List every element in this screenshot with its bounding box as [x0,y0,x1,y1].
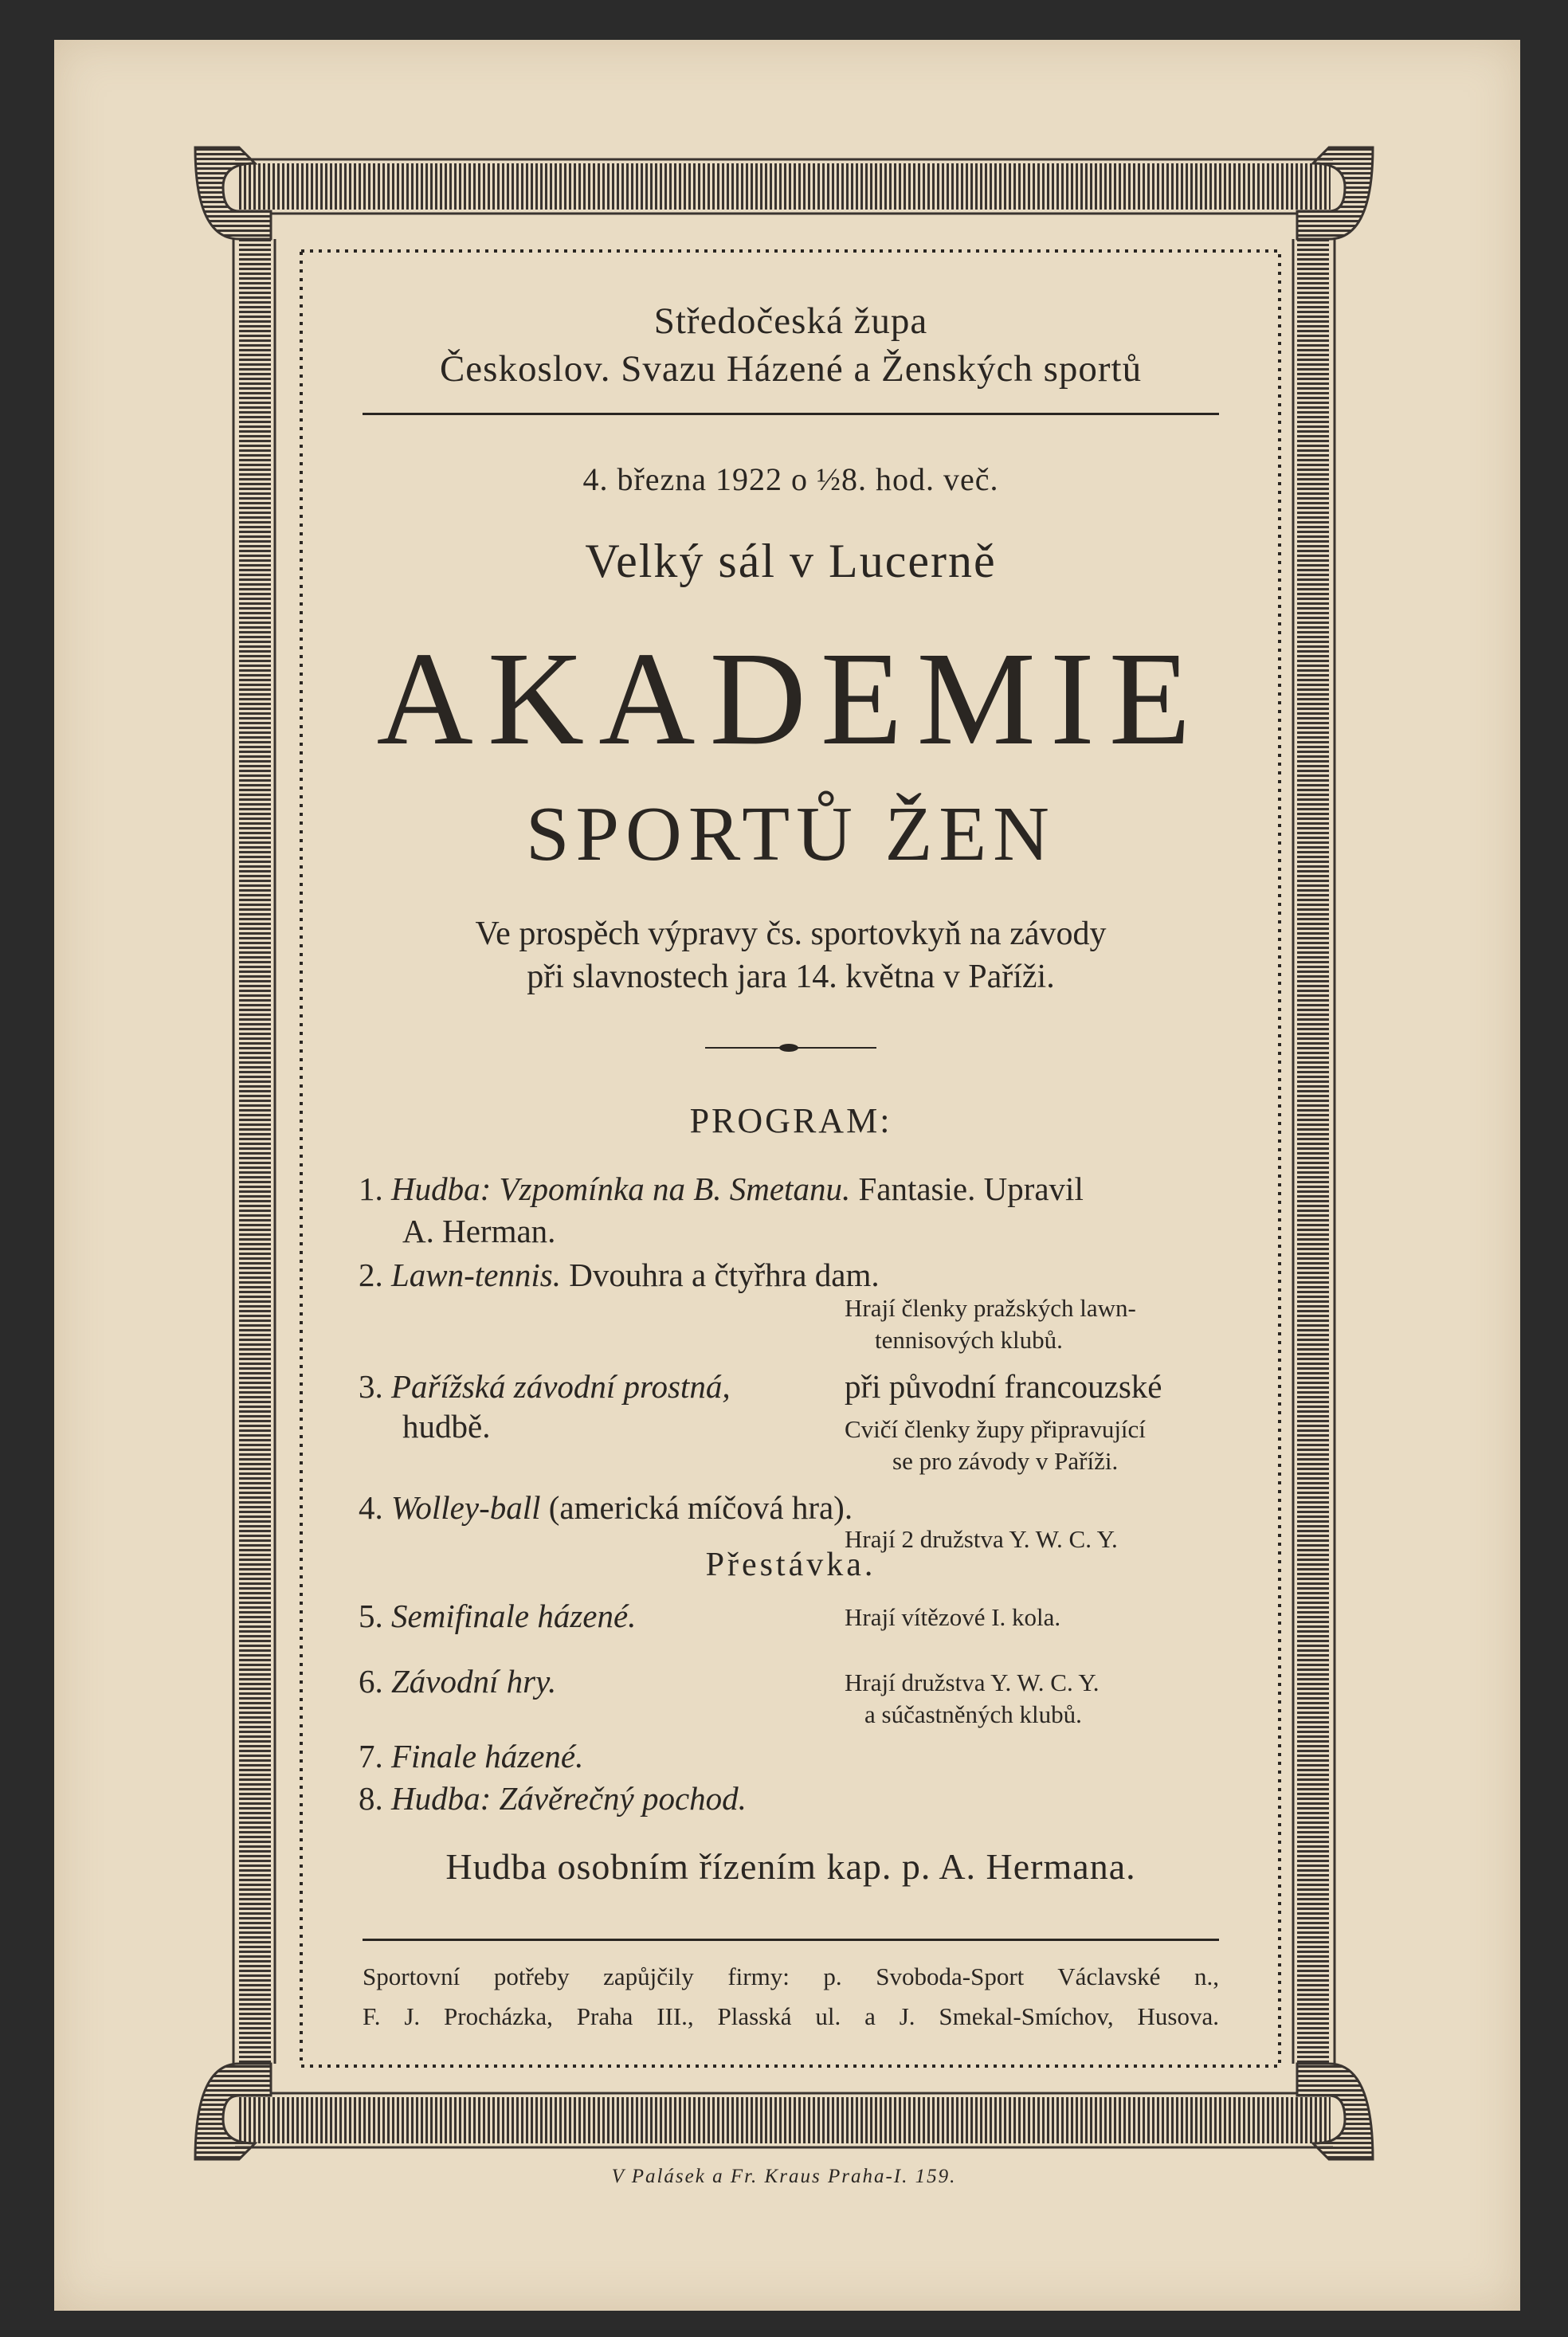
program-heading: PROGRAM: [689,1101,892,1140]
item-6-note-1: Hrají družstva Y. W. C. Y. [845,1668,1100,1696]
event-purpose-line-1: Ve prospěch výpravy čs. sportovkyň na závody [475,916,1107,952]
program-item-8 [359,1779,747,1817]
organizer-line-1: Středočeská župa [653,300,928,342]
item-title: Závodní hry. [391,1663,557,1700]
item-title: Hudba: Vzpomínka na B. Smetanu. [391,1170,851,1207]
item-number: 6. [359,1663,383,1700]
program-item-4 [359,1488,853,1527]
item-number: 2. [359,1257,383,1293]
item-4-note-1: Hrají 2 družstva Y. W. C. Y. [845,1525,1118,1553]
item-number: 5. [359,1598,383,1634]
event-title: AKADEMIE [376,625,1205,773]
organizer-line-2: Českoslov. Svazu Házené a Ženských sportů [439,348,1143,390]
intermission: Přestávka. [705,1547,876,1583]
footer-divider [363,1939,1219,1941]
item-title: Semifinale házené. [391,1598,637,1634]
sponsor-line-1: Sportovní potřeby zapůjčily firmy: p. Svoboda-Sport Václavské n., [363,1963,1219,1990]
item-5-note-1: Hrají vítězové I. kola. [845,1603,1061,1631]
music-note: Hudba osobním řízením kap. p. A. Hermana. [445,1846,1136,1887]
item-title: Lawn-tennis. [391,1257,561,1293]
event-purpose-line-2: při slavnostech jara 14. května v Paříži. [527,959,1055,995]
item-number: 3. [359,1368,383,1405]
poster-content [303,253,1279,2062]
program-item-7 [359,1737,583,1775]
event-venue: Velký sál v Lucerně [585,535,997,587]
event-date: 4. března 1922 o ½8. hod. več. [582,461,999,497]
printer-imprint: V Palásek a Fr. Kraus Praha-I. 159. [611,2166,957,2187]
item-number: 4. [359,1489,383,1526]
event-subtitle: SPORTŮ ŽEN [526,791,1056,877]
program-item-2 [359,1256,880,1294]
item-title: Finale házené. [391,1738,584,1774]
program-item-6 [359,1662,556,1700]
item-3-note-1: Cvičí členky župy připravující [845,1415,1146,1443]
item-3-note-2: se pro závody v Paříži. [892,1447,1119,1475]
program-item-3 [359,1367,731,1406]
ornament-divider [705,1042,876,1053]
item-title: Hudba: Závěrečný pochod. [391,1780,747,1817]
item-title: Wolley-ball [391,1489,541,1526]
item-title: Pařížská závodní prostná, [391,1368,731,1405]
item-description: (americká míčová hra). [548,1489,853,1526]
program-item-1-cont: A. Herman. [402,1213,556,1249]
program-item-1 [359,1170,1084,1208]
item-description: Dvouhra a čtyřhra dam. [569,1257,880,1293]
item-number: 1. [359,1170,383,1207]
item-2-note-2: tennisových klubů. [875,1326,1063,1354]
item-3-description-cont: hudbě. [402,1408,491,1445]
item-2-note-1: Hrají členky pražských lawn- [845,1294,1136,1322]
program-item-5 [359,1597,636,1635]
sponsor-line-2: F. J. Procházka, Praha III., Plasská ul. a J. Smekal-Smíchov, Husova. [363,2002,1219,2030]
item-description: Fantasie. Upravil [858,1170,1084,1207]
item-3-description: při původní francouzské [845,1368,1162,1405]
header-divider [363,413,1219,415]
item-6-note-2: a súčastněných klubů. [864,1700,1082,1728]
item-number: 7. [359,1738,383,1774]
item-number: 8. [359,1780,383,1817]
